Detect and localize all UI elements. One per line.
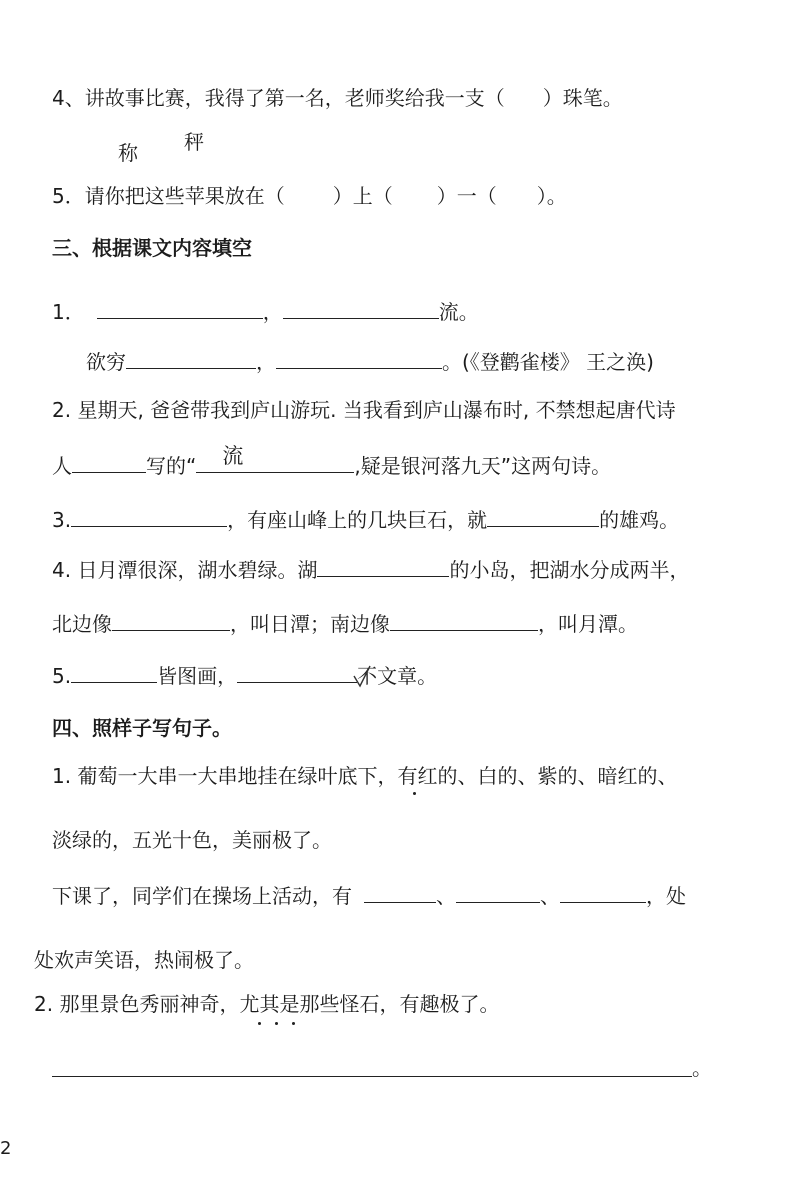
answer-blank[interactable] bbox=[560, 884, 646, 903]
page-number: 2 bbox=[0, 1138, 12, 1159]
separator: 、 bbox=[436, 884, 456, 908]
answer-blank[interactable] bbox=[97, 300, 263, 319]
emphasis-dot bbox=[413, 792, 416, 795]
check-mark-icon bbox=[352, 664, 372, 690]
q3-4-line2-mid: ，叫日潭；南边像 bbox=[230, 612, 390, 636]
q4-1-example-line1 bbox=[52, 884, 686, 906]
answer-blank[interactable] bbox=[364, 884, 436, 903]
answer-blank[interactable] bbox=[71, 508, 227, 527]
section4-heading: 四、照样子写句子。 bbox=[52, 716, 232, 740]
comma: ， bbox=[262, 300, 283, 324]
q2-4-line bbox=[52, 88, 623, 108]
q4-2-end: 。 bbox=[692, 1056, 712, 1080]
q3-1-line2-pre: 欲穷 bbox=[86, 350, 126, 374]
q3-1-source: 。(《登鹳雀楼》 王之涣) bbox=[442, 350, 654, 374]
answer-blank[interactable] bbox=[390, 612, 538, 631]
q4-1-example-line2: 处欢声笑语，热闹极了。 bbox=[34, 948, 254, 972]
handwritten-answer: 流 bbox=[222, 444, 244, 468]
emphasis-dot bbox=[258, 1022, 261, 1025]
q2-4-option-2: 秤 bbox=[184, 130, 204, 154]
q3-1-end: 流。 bbox=[438, 300, 479, 324]
comma: ， bbox=[256, 350, 276, 374]
q3-4-line1 bbox=[52, 558, 689, 580]
answer-blank[interactable] bbox=[71, 664, 157, 683]
q3-4-line1-pre: 4. 日月潭很深，湖水碧绿。湖 bbox=[52, 558, 318, 582]
q2-4-text: 4、讲故事比赛，我得了第一名，老师奖给我一支（ bbox=[52, 86, 505, 110]
q4-2-line: 2. 那里景色秀丽神奇，尤其是那些怪石，有趣极了。 bbox=[34, 992, 500, 1016]
answer-line[interactable] bbox=[52, 1076, 692, 1077]
q4-1-line2: 淡绿的，五光十色，美丽极了。 bbox=[52, 828, 332, 852]
q4-1-line1: 1. 葡萄一大串一大串地挂在绿叶底下，有红的、白的、紫的、暗红的、 bbox=[52, 764, 678, 788]
q2-4-option-1: 称 bbox=[118, 141, 138, 165]
q3-5-number: 5. bbox=[52, 664, 72, 688]
q3-2-line2 bbox=[52, 444, 612, 478]
emphasis-dot bbox=[292, 1022, 295, 1025]
q3-2-pre: 人 bbox=[52, 454, 72, 478]
q3-5-line bbox=[52, 664, 437, 686]
answer-blank[interactable] bbox=[317, 558, 449, 577]
section3-heading: 三、根据课文内容填空 bbox=[52, 236, 252, 260]
answer-blank[interactable] bbox=[487, 508, 599, 527]
q4-1-example-post: ，处 bbox=[646, 884, 686, 908]
q3-5-end: 不文章。 bbox=[357, 664, 438, 688]
q2-5-part-a: 5．请你把这些苹果放在（ bbox=[52, 184, 285, 208]
q3-2-mid: 写的“ bbox=[146, 454, 197, 478]
q3-5-mid: 皆图画， bbox=[157, 664, 238, 688]
q2-5-part-c: ）一（ bbox=[436, 184, 497, 208]
q3-3-number: 3. bbox=[52, 508, 72, 532]
q4-1-example-pre: 下课了，同学们在操场上活动，有 bbox=[52, 884, 352, 908]
q2-5-part-d: ）。 bbox=[536, 184, 567, 208]
answer-blank[interactable] bbox=[456, 884, 540, 903]
q3-2-post: ,疑是银河落九天”这两句诗。 bbox=[354, 454, 612, 478]
q2-5-line bbox=[52, 186, 567, 206]
q3-2-line1: 2. 星期天, 爸爸带我到庐山游玩. 当我看到庐山瀑布时, 不禁想起唐代诗 bbox=[52, 398, 676, 422]
q3-4-line1-post: 的小岛，把湖水分成两半， bbox=[449, 558, 690, 582]
separator: 、 bbox=[540, 884, 560, 908]
answer-blank[interactable] bbox=[283, 300, 439, 319]
answer-blank[interactable] bbox=[126, 350, 256, 369]
q3-3-line bbox=[52, 508, 679, 530]
emphasis-dot bbox=[275, 1022, 278, 1025]
answer-blank[interactable] bbox=[237, 664, 357, 683]
q3-3-mid: ，有座山峰上的几块巨石，就 bbox=[227, 508, 488, 532]
q3-4-line2 bbox=[52, 612, 638, 634]
q2-4-end: ）珠笔。 bbox=[542, 86, 623, 110]
q3-1-line1 bbox=[52, 300, 479, 322]
q3-4-line2-pre: 北边像 bbox=[52, 612, 112, 636]
q3-1-line2 bbox=[86, 350, 654, 372]
answer-blank[interactable] bbox=[112, 612, 230, 631]
answer-blank[interactable] bbox=[196, 444, 354, 473]
q3-3-end: 的雄鸡。 bbox=[599, 508, 680, 532]
answer-blank[interactable] bbox=[72, 454, 146, 473]
q2-5-part-b: ）上（ bbox=[332, 184, 393, 208]
q3-1-number: 1． bbox=[52, 300, 85, 324]
answer-blank[interactable] bbox=[276, 350, 442, 369]
q3-4-line2-end: ，叫月潭。 bbox=[538, 612, 638, 636]
